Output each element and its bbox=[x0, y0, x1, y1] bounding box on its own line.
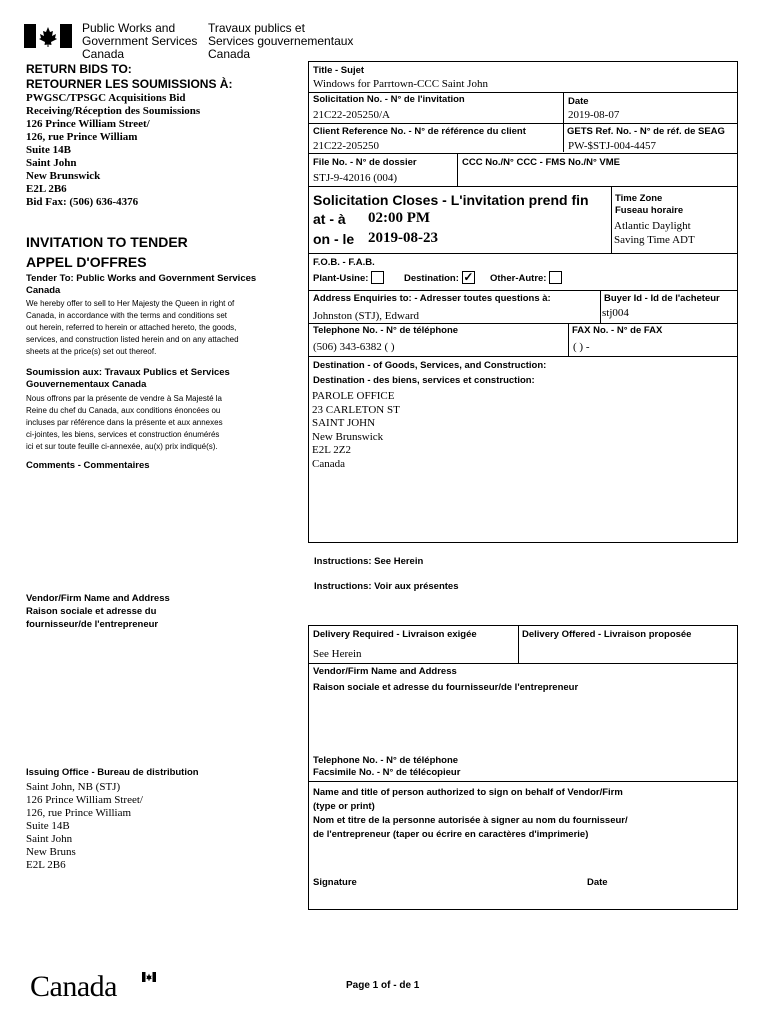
gets-ref-label: GETS Ref. No. - N° de réf. de SEAG bbox=[567, 126, 725, 137]
department-name-en: Public Works and Government Services Canada bbox=[82, 21, 198, 61]
solicitation-closes-label: Solicitation Closes - L'invitation prend fin bbox=[313, 192, 589, 208]
date-label: Date bbox=[568, 96, 589, 107]
vendor-name-label-fr: Raison sociale et adresse du fournisseur/de l'entrepreneur bbox=[313, 682, 579, 693]
ccc-no-label: CCC No./N° CCC - FMS No./N° VME bbox=[462, 157, 621, 168]
date-value: 2019-08-07 bbox=[568, 109, 620, 121]
soumission-text: Nous offrons par la présente de vendre à Sa Majesté la Reine du chef du Canada, aux conditions énoncées ou incluses par référence dans la présente et aux annexes ci-jointes, les biens, services et construction énumérés ici et sur toute feuille ci-annexée, au(x) prix indiqué(s). bbox=[26, 394, 223, 451]
other-autre-option: Other-Autre: bbox=[490, 272, 562, 285]
closes-on-value: 2019-08-23 bbox=[368, 230, 438, 246]
gets-ref-value: PW-$STJ-004-4457 bbox=[568, 140, 656, 152]
telephone-label: Telephone No. - N° de téléphone bbox=[313, 325, 459, 336]
vendor-telephone-label: Telephone No. - N° de téléphone bbox=[313, 755, 459, 766]
fob-label: F.O.B. - F.A.B. bbox=[313, 257, 375, 268]
title-value: Windows for Parrtown-CCC Saint John bbox=[313, 78, 488, 90]
return-bids-address: PWGSC/TPSGC Acquisitions Bid Receiving/Réception des Soumissions 126 Prince William Street/ 126, rue Prince William Suite 14B Saint John New Brunswick E2L 2B6 Bid Fax: (506) 636-4376 bbox=[26, 92, 201, 208]
vendor-name-label-en: Vendor/Firm Name and Address bbox=[313, 666, 457, 677]
wordmark-flag-icon bbox=[142, 972, 156, 982]
destination-option: Destination: ✓ bbox=[404, 270, 474, 285]
closes-at-label: at - à bbox=[313, 211, 346, 227]
signature-date-label: Date bbox=[587, 877, 608, 888]
invitation-title: INVITATION TO TENDER APPEL D'OFFRES bbox=[26, 234, 188, 270]
authorized-person-label: Name and title of person authorized to sign on behalf of Vendor/Firm (type or print) Nom et titre de la personne autorisée à signer au nom du fournisseur/ de l'entrepreneur (taper ou écrire en caractères d'imprimerie) bbox=[313, 787, 628, 840]
instructions-fr: Instructions: Voir aux présentes bbox=[314, 581, 459, 592]
solicitation-label: Solicitation No. - N° de l'invitation bbox=[313, 94, 465, 105]
fax-label: FAX No. - N° de FAX bbox=[572, 325, 663, 336]
closes-on-label: on - le bbox=[313, 231, 355, 247]
department-name-fr: Travaux publics et Services gouvernementaux Canada bbox=[208, 21, 354, 61]
delivery-required-value: See Herein bbox=[313, 648, 362, 660]
fax-value: ( ) - bbox=[573, 341, 590, 353]
solicitation-value: 21C22-205250/A bbox=[313, 109, 390, 121]
time-zone-value: Atlantic Daylight Saving Time ADT bbox=[614, 220, 695, 246]
telephone-value: (506) 343-6382 ( ) bbox=[313, 341, 395, 353]
issuing-office-address: Saint John, NB (STJ) 126 Prince William Street/ 126, rue Prince William Suite 14B Saint John New Bruns E2L 2B6 bbox=[26, 781, 143, 871]
buyer-id-value: stj004 bbox=[602, 307, 629, 319]
vendor-facsimile-label: Facsimile No. - N° de télécopieur bbox=[313, 767, 461, 778]
page-number: Page 1 of - de 1 bbox=[346, 980, 420, 991]
soumission-label: Soumission aux: Travaux Publics et Services Gouvernementaux Canada bbox=[26, 367, 230, 390]
buyer-id-label: Buyer Id - Id de l'acheteur bbox=[604, 293, 720, 304]
canada-wordmark: Canada bbox=[30, 970, 117, 1004]
delivery-required-label: Delivery Required - Livraison exigée bbox=[313, 629, 477, 640]
client-ref-value: 21C22-205250 bbox=[313, 140, 379, 152]
client-ref-label: Client Reference No. - N° de référence du client bbox=[313, 126, 526, 137]
address-enquiries-label: Address Enquiries to: - Adresser toutes questions à: bbox=[313, 293, 551, 304]
vendor-left-label: Vendor/Firm Name and Address Raison sociale et adresse du fournisseur/de l'entrepreneur bbox=[26, 593, 170, 630]
address-enquiries-value: Johnston (STJ), Edward bbox=[313, 310, 420, 322]
destination-goods-label-en: Destination - of Goods, Services, and Construction: bbox=[313, 360, 547, 371]
return-bids-title: RETURN BIDS TO: RETOURNER LES SOUMISSIONS À: bbox=[26, 62, 233, 91]
delivery-offered-field[interactable] bbox=[522, 644, 732, 660]
delivery-offered-label: Delivery Offered - Livraison proposée bbox=[522, 629, 692, 640]
time-zone-label: Time Zone Fuseau horaire bbox=[615, 193, 684, 216]
authorized-person-field[interactable] bbox=[312, 845, 732, 871]
comments-label: Comments - Commentaires bbox=[26, 460, 150, 471]
other-autre-checkbox[interactable] bbox=[549, 271, 562, 284]
plant-usine-option: Plant-Usine: bbox=[313, 272, 384, 285]
canada-flag-icon bbox=[24, 24, 72, 48]
destination-address: PAROLE OFFICE 23 CARLETON ST SAINT JOHN New Brunswick E2L 2Z2 Canada bbox=[312, 390, 400, 470]
file-no-value: STJ-9-42016 (004) bbox=[313, 172, 398, 184]
signature-field[interactable] bbox=[312, 890, 572, 906]
tender-to-label: Tender To: Public Works and Government Services Canada bbox=[26, 273, 257, 296]
signature-date-field[interactable] bbox=[587, 890, 733, 906]
instructions-en: Instructions: See Herein bbox=[314, 556, 424, 567]
tender-to-text: We hereby offer to sell to Her Majesty the Queen in right of Canada, in accordance with the terms and conditions set out herein, referred to herein or attached hereto, the goods, services, and construction listed herein and on any attached sheets at the price(s) set out thereof. bbox=[26, 299, 239, 356]
vendor-name-field[interactable] bbox=[312, 697, 732, 751]
destination-goods-label-fr: Destination - des biens, services et construction: bbox=[313, 375, 535, 386]
title-label: Title - Sujet bbox=[313, 65, 365, 76]
destination-checkbox[interactable]: ✓ bbox=[463, 270, 474, 284]
file-no-label: File No. - N° de dossier bbox=[313, 157, 417, 168]
closes-at-value: 02:00 PM bbox=[368, 210, 431, 226]
signature-label: Signature bbox=[313, 877, 357, 888]
issuing-office-label: Issuing Office - Bureau de distribution bbox=[26, 767, 199, 778]
plant-usine-checkbox[interactable] bbox=[371, 271, 384, 284]
